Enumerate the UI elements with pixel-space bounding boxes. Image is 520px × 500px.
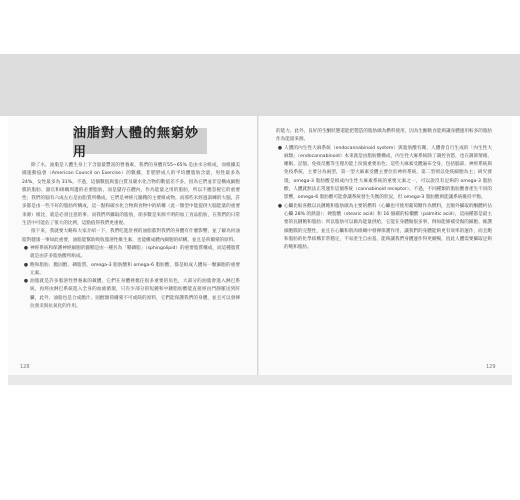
bullet-item: [22, 278, 240, 311]
bottom-gray-band: [8, 375, 512, 385]
bullet-text: 油脂就是許多脂溶性營養素的載體，它們在身體裡擔任很多重要的角色，大部分的油脂會進入淋巴系統，再經由淋巴系統進入全身的血液循環，只有少部分的短鏈和中鏈脂肪酸能直接經由門靜脈送到肝臟，此外，油脂也是合成膽汁、固醇類荷爾蒙不可或缺的原料，它們能保護我們的身體，並且可以發揮抗發炎與抗氧化的作用。: [30, 279, 240, 310]
left-page-number: 128: [20, 364, 30, 370]
right-paragraph: 的能力。此外，良好的生酮狀態還能把製造的脂肪做為燃料使用，因為生酮飲食能夠讓身體運用較多的脂肪作為能量來源。: [276, 129, 492, 143]
section-heading: 油脂對人體的無窮妙用: [73, 126, 200, 160]
bullet-item: [276, 145, 492, 203]
bullet-item: [22, 245, 240, 262]
bullet-icon: ●: [23, 279, 29, 285]
left-text-column: [22, 162, 240, 311]
bullet-icon: ●: [277, 203, 283, 209]
right-page-number: 129: [486, 364, 496, 370]
bullet-icon: ●: [23, 262, 29, 268]
bullet-icon: ●: [23, 245, 29, 251]
bullet-item: [276, 203, 492, 253]
bullet-text: 飽和脂肪、膽固醇、磷脂質、omega-3 脂肪酸和 omega-6 脂肪酸，都是組成人體每一顆細胞的重要元素。: [30, 262, 240, 276]
bullet-text: 人體的內生性大麻系統（endocannabinoid system）與脂肪酸有關，人體會自行生成的「內生性大麻類」（endocannabinoid）本來就是由脂肪酸構成，內生性大麻系統除了調控食慾，也在調節情緒、睡眠、記憶、免疫反應等生理功能上扮演重要角色；這些大麻素受體遍布全身，包括腦部、神經系統與免疫系統，主要分為兩型，第一型大麻素受體主要位於神經系統，第二型則以免疫細胞為主；研究發現，omega-3 脂肪酸是組成內生性大麻素系統的重要元素之一，可以說沒有足夠的 omega-3 脂肪酸，人體就無法正常運作這個系統（cannabinoid receptor）。不過，不同種類的脂肪酸會產生不同的影響，omega-6 脂肪酸可能會讓系統發生失衡的狀況，但 omega-3 脂肪酸則能讓系統維持平衡。: [284, 145, 492, 201]
bullet-text: 神經系統和保護神經細胞的髓鞘是由一種名為「鞘磷脂」（sphingolipid）的重要脂質構成，而這種脂質就是由許多脂肪酸所組成。: [30, 245, 240, 260]
section-heading-box: [73, 126, 207, 160]
bullet-icon: ●: [277, 145, 283, 151]
left-paragraph: 接下來，我就要大略和大家介紹一下，我們吃進肚裡的油脂都對我們的身體有什麼影響，並了解為何油脂對健康一事如此重要，油脂能幫助吸收脂溶性維生素，也能構成體內細胞的結構，並且是荷爾蒙的原料。: [22, 229, 240, 243]
left-paragraph: 除了水，油脂是人體生身上下含量最豐富的營養素，我們的身體有55~65% 是由水分組成，而根據美國運動協會（American Council on Exercise）的數據，非肥胖成人的平均體脂肪含量，男性最多為 24%，女性最多為 31%。不過，這個數值與蛋白質及碳水化合物的數值差不多，因為它們並非是構成細胞膜的脂肪、器官和組織周邊的必要脂肪，而是儲存在體內，作為能量之用的脂肪，所以不應忽視它的重要性；我們的腦有六成左右是由脂質所構成，它們是神經元髓鞘的主要組成物，而那些未經過訓練的大腦，許多都是由一些不好的脂肪所構成，這一點和碳水化合物與食物中的結構（此一類型中能提供大腦能量的重要來源）相比，就是必須注意的事。而我們所攝取的脂肪，卻多數是來源不明的加工食品脂肪，在我們的日常生活中可能佔了很大的比例，這點值得我們更重視。: [22, 163, 240, 227]
right-text-column: [276, 128, 492, 252]
bullet-item: [22, 262, 240, 279]
top-gray-band: [0, 54, 520, 116]
bullet-text: 心臟比較喜歡以長鏈飽和脂肪做為主要的燃料（心臟也可使用葡萄糖作為燃料，且額外攝取的酮體約佔心臟 28% 的熱量）；硬脂酸（stearic acid）和 16 個碳的棕櫚酸（palmitic acid），這兩種都是最主要的長鏈飽和脂肪；所以脂肪可以做為能量供給，它能在身體做很多事，例如能修補受傷的細胞、維護細胞膜的完整性，並且在心臟和肌肉組織中發揮保護作用，讓我們的身體能夠更有效率的運作，而且飽和脂肪的化學結構非常穩定，不易產生自由基，能夠讓我們身體運作得更順暢，因此人體需要攝取足夠的飽和脂肪。: [284, 203, 492, 251]
